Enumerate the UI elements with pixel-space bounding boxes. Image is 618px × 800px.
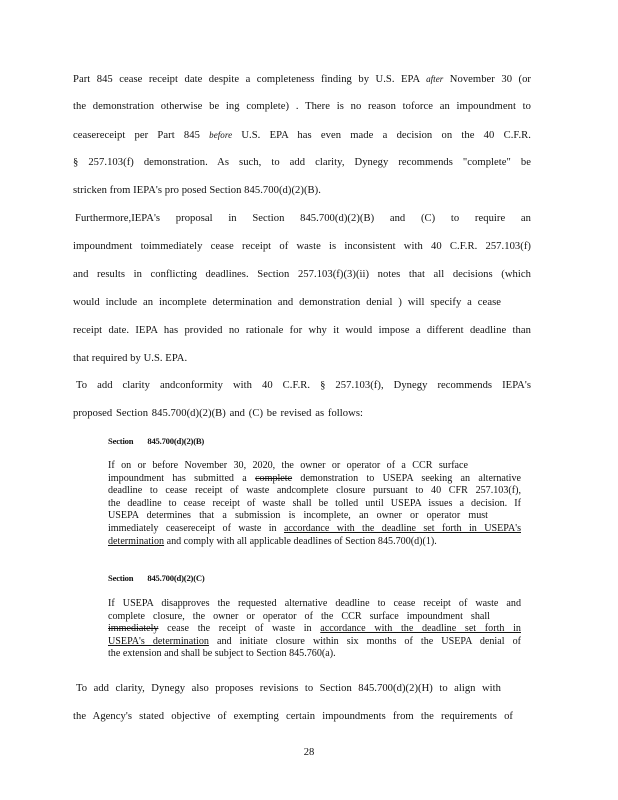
paragraph-1-line-2: the demonstration otherwise be ing complete) . There is no reason toforce an impoundment to (73, 101, 531, 112)
paragraph-1-line-5: stricken from IEPA's pro posed Section 845.700(d)(2)(B). (73, 185, 321, 196)
section-c-line-2: complete closure, the owner or operator of the CCR surface impoundment shall (108, 610, 490, 622)
section-b-line-2: impoundment has submitted a complete demonstration to USEPA seeking an alternative (108, 472, 521, 484)
section-c-heading: Section 845.700(d)(2)(C) (108, 573, 205, 583)
section-b-text (108, 460, 521, 548)
section-c-text (108, 598, 521, 661)
paragraph-2-line-2: impoundment toimmediately cease receipt of waste is inconsistent with 40 C.F.R. 257.103(f) (73, 241, 531, 252)
underlined-text: USEPA's determination (108, 635, 209, 647)
paragraph-1-line-3: ceasereceipt per Part 845 before U.S. EPA has even made a decision on the 40 C.F.R. (73, 130, 531, 141)
section-b-line-5: USEPA determines that a submission is incomplete, an owner or operator must (108, 510, 488, 522)
section-b-line-4: the deadline to cease receipt of waste shall be tolled until USEPA issues a decision. If (108, 497, 521, 509)
struck-text: immediately (108, 623, 159, 635)
paragraph-2-line-3: and results in conflicting deadlines. Section 257.103(f)(3)(ii) notes that all decisions (which (73, 269, 531, 280)
paragraph-1-line-4: § 257.103(f) demonstration. As such, to add clarity, Dynegy recommends "complete" be (73, 157, 531, 168)
underlined-text: accordance with the deadline set forth in (320, 623, 521, 635)
section-b-line-1: If on or before November 30, 2020, the owner or operator of a CCR surface (108, 460, 468, 471)
paragraph-2-line-4: would include an incomplete determination and demonstration denial ) will specify a cease (73, 297, 501, 308)
section-b-line-7: determination and comply with all applicable deadlines of Section 845.700(d)(1). (108, 535, 437, 547)
paragraph-4-line-1: To add clarity, Dynegy also proposes revisions to Section 845.700(d)(2)(H) to align with (76, 683, 501, 694)
underlined-text: determination (108, 535, 165, 547)
underlined-text: accordance with the deadline set forth in USEPA's (283, 522, 521, 534)
section-c-line-4: USEPA's determination and initiate closure within six months of the USEPA denial of (108, 635, 522, 647)
section-c-line-1: If USEPA disapproves the requested alternative deadline to cease receipt of waste and (108, 598, 521, 609)
paragraph-1-line-1: Part 845 cease receipt date despite a completeness finding by U.S. EPA after November 30 (or (73, 74, 531, 85)
paragraph-3-line-1: To add clarity andconformity with 40 C.F.R. § 257.103(f), Dynegy recommends IEPA's (76, 380, 531, 391)
section-c-line-5: the extension and shall be subject to Section 845.760(a). (108, 648, 336, 660)
section-c-line-3: immediately cease the receipt of waste in accordance with the deadline set forth in (108, 623, 521, 635)
struck-text: complete (255, 472, 293, 484)
paragraph-3-line-2: proposed Section 845.700(d)(2)(B) and (C) be revised as follows: (73, 408, 363, 419)
section-b-heading: Section 845.700(d)(2)(B) (108, 436, 205, 446)
paragraph-4-line-2: the Agency's stated objective of exempting certain impoundments from the requirements of (73, 711, 513, 722)
paragraph-2-line-6: that required by U.S. EPA. (73, 353, 188, 364)
section-b-line-6: immediately ceasereceipt of waste in accordance with the deadline set forth in USEPA's (108, 522, 521, 534)
paragraph-2-line-1: Furthermore,IEPA's proposal in Section 845.700(d)(2)(B) and (C) to require an (75, 213, 531, 224)
paragraph-2-line-5: receipt date. IEPA has provided no rationale for why it would impose a different deadline than (73, 325, 531, 336)
page-number: 28 (303, 747, 315, 758)
section-b-line-3: deadline to cease receipt of waste andcomplete closure pursuant to 40 CFR 257.103(f), (108, 485, 521, 497)
